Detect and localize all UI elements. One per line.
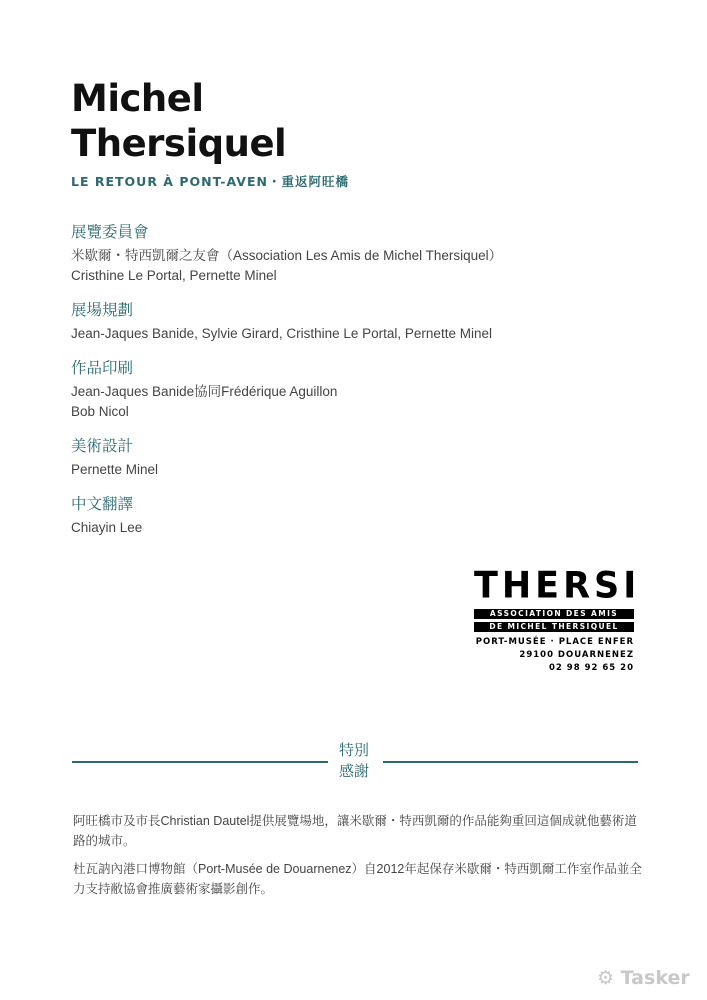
thanks-title-line-2: 感謝 [338, 763, 369, 780]
credit-section [71, 436, 651, 480]
credit-line: Jean-Jaques Banide, Sylvie Girard, Cristhine Le Portal, Pernette Minel [71, 326, 492, 341]
association-logo [474, 565, 641, 675]
thanks-paragraph: 阿旺橋市及市長Christian Dautel提供展覽場地，讓米歇爾・特西凱爾的作品能夠重回這個成就他藝術道路的城市。 [73, 814, 637, 848]
credit-line: Chiayin Lee [71, 520, 143, 535]
logo-phone: 02 98 92 65 20 [549, 663, 634, 673]
credit-section [71, 358, 651, 422]
logo-wordmark: THERSI [474, 565, 641, 607]
credit-line: Jean-Jaques Banide協同Frédérique Aguillon [71, 384, 338, 399]
watermark [597, 967, 690, 989]
credit-heading: 美術設計 [71, 438, 134, 455]
credit-section [71, 222, 651, 286]
thanks-paragraph: 杜瓦訥內港口博物館（Port-Musée de Douarnenez）自2012年起保存米歇爾・特西凱爾工作室作品並全力支持敝協會推廣藝術家攝影創作。 [73, 862, 642, 896]
credit-section [71, 300, 651, 344]
thanks-divider-right [383, 761, 638, 763]
title-line-1: Michel [71, 77, 204, 120]
credit-heading: 中文翻譯 [71, 496, 134, 513]
credits-list [71, 222, 651, 552]
thanks-title [336, 740, 372, 782]
page-subtitle: LE RETOUR À PONT-AVEN・重返阿旺橋 [71, 174, 349, 189]
title-line-2: Thersiquel [71, 122, 287, 165]
credit-line: 米歇爾・特西凱爾之友會（Association Les Amis de Michel Thersiquel） [71, 248, 503, 263]
credit-section [71, 494, 651, 538]
credit-line: Cristhine Le Portal, Pernette Minel [71, 268, 277, 283]
logo-bar-association: ASSOCIATION DES AMIS [474, 609, 634, 619]
credit-heading: 展場規劃 [71, 302, 134, 319]
logo-address-city: 29100 DOUARNENEZ [519, 650, 634, 660]
credit-line: Pernette Minel [71, 462, 159, 477]
watermark-text: Tasker [620, 967, 690, 989]
logo-address-line: PORT-MUSÉE · PLACE ENFER [475, 637, 634, 647]
thanks-divider-left [72, 761, 328, 763]
credit-heading: 展覽委員會 [71, 224, 149, 241]
thanks-body [73, 811, 643, 907]
credit-line: Bob Nicol [71, 404, 129, 419]
credit-heading: 作品印刷 [71, 360, 134, 377]
thanks-title-line-1: 特別 [338, 742, 369, 759]
logo-bar-name: DE MICHEL THERSIQUEL [474, 622, 634, 632]
watermark-logo-icon: ⚙ [597, 967, 615, 989]
page-title [71, 76, 286, 166]
